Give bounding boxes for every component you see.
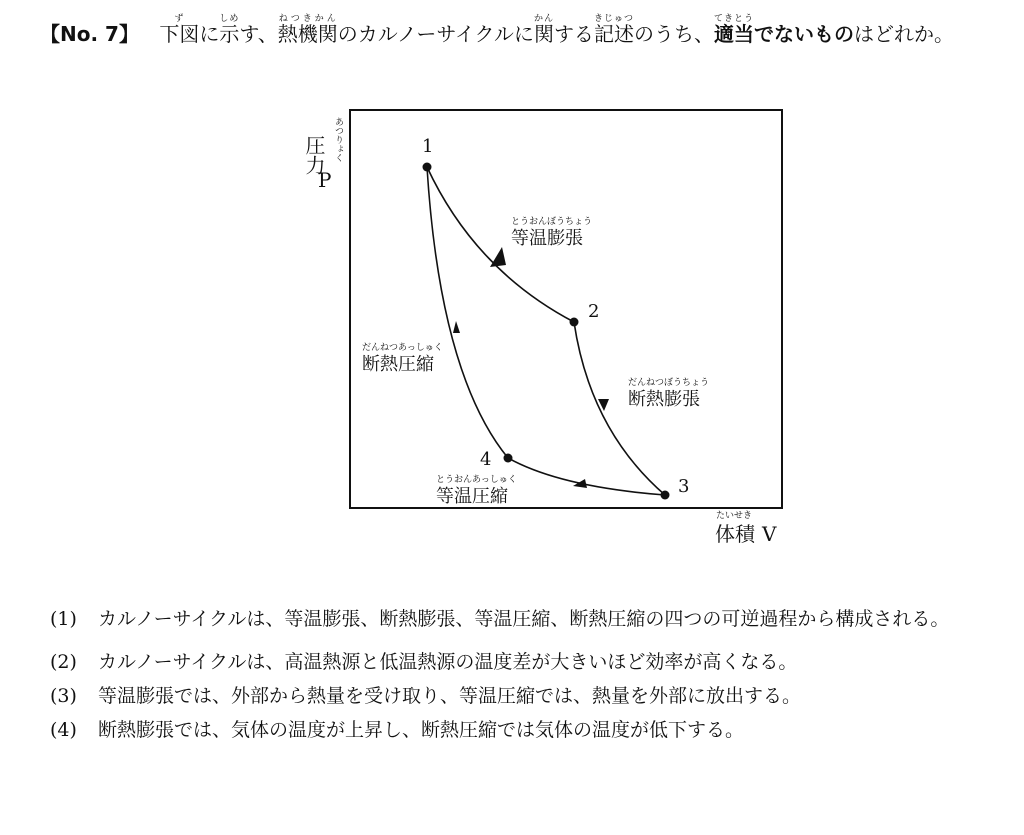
- arrow-3-4: [573, 479, 587, 488]
- choice-3[interactable]: [50, 680, 1000, 712]
- question-text: 下図ずに示しめす、熱機関ねつきかんのカルノーサイクルに関かんする記述きじゅつのうち、適当てきとうでないものはどれか。: [159, 14, 954, 46]
- choice-text: カルノーサイクルは、高温熱源と低温熱源の温度差が大きいほど効率が高くなる。: [98, 651, 798, 673]
- process-3-4-curve: [508, 458, 665, 495]
- question-number: 【No. 7】: [40, 22, 139, 46]
- state-1-point: [423, 163, 432, 172]
- isothermal-expansion-ruby: とうおんぼうちょう: [511, 217, 593, 227]
- question-stem: [40, 14, 1010, 51]
- y-axis-label: 圧力: [302, 135, 326, 175]
- choice-number: (2): [50, 651, 77, 673]
- choice-number: (1): [50, 608, 77, 630]
- y-axis-ruby: あつりょく: [333, 117, 343, 162]
- process-4-1-curve: [427, 167, 508, 458]
- y-axis-symbol: P: [318, 168, 332, 192]
- adiabatic-expansion-label: 断熱膨張: [628, 389, 700, 410]
- arrow-4-1: [453, 321, 460, 333]
- state-2-label: 2: [588, 301, 600, 322]
- isothermal-expansion-label: 等温膨張: [511, 228, 583, 249]
- state-2-point: [570, 318, 579, 327]
- choice-2[interactable]: [50, 646, 1000, 678]
- state-3-label: 3: [678, 476, 690, 497]
- choice-1[interactable]: [50, 600, 1000, 638]
- adiabatic-expansion-ruby: だんねつぼうちょう: [628, 378, 710, 388]
- choice-4[interactable]: [50, 714, 1000, 746]
- isothermal-compression-label: 等温圧縮: [436, 486, 508, 507]
- adiabatic-compression-ruby: だんねつあっしゅく: [362, 343, 443, 353]
- state-4-label: 4: [480, 449, 492, 470]
- pv-diagram: [300, 95, 820, 565]
- arrow-1-2: [490, 247, 506, 267]
- x-axis-label: 体積: [715, 522, 755, 546]
- choice-text: カルノーサイクルは、等温膨張、断熱膨張、等温圧縮、断熱圧縮の四つの可逆過程から構成される。: [98, 608, 950, 630]
- x-axis-ruby: たいせき: [716, 511, 753, 521]
- choice-text: 断熱膨張では、気体の温度が上昇し、断熱圧縮では気体の温度が低下する。: [98, 719, 745, 741]
- state-1-label: 1: [422, 136, 434, 157]
- choice-text: 等温膨張では、外部から熱量を受け取り、等温圧縮では、熱量を外部に放出する。: [98, 685, 802, 707]
- state-3-point: [661, 491, 670, 500]
- x-axis-symbol: V: [762, 522, 777, 546]
- choice-number: (4): [50, 719, 77, 741]
- choice-list: [50, 600, 1000, 748]
- isothermal-compression-ruby: とうおんあっしゅく: [436, 475, 517, 485]
- diagram-frame: [350, 110, 782, 508]
- state-4-point: [504, 454, 513, 463]
- adiabatic-compression-label: 断熱圧縮: [362, 354, 434, 375]
- choice-number: (3): [50, 685, 77, 707]
